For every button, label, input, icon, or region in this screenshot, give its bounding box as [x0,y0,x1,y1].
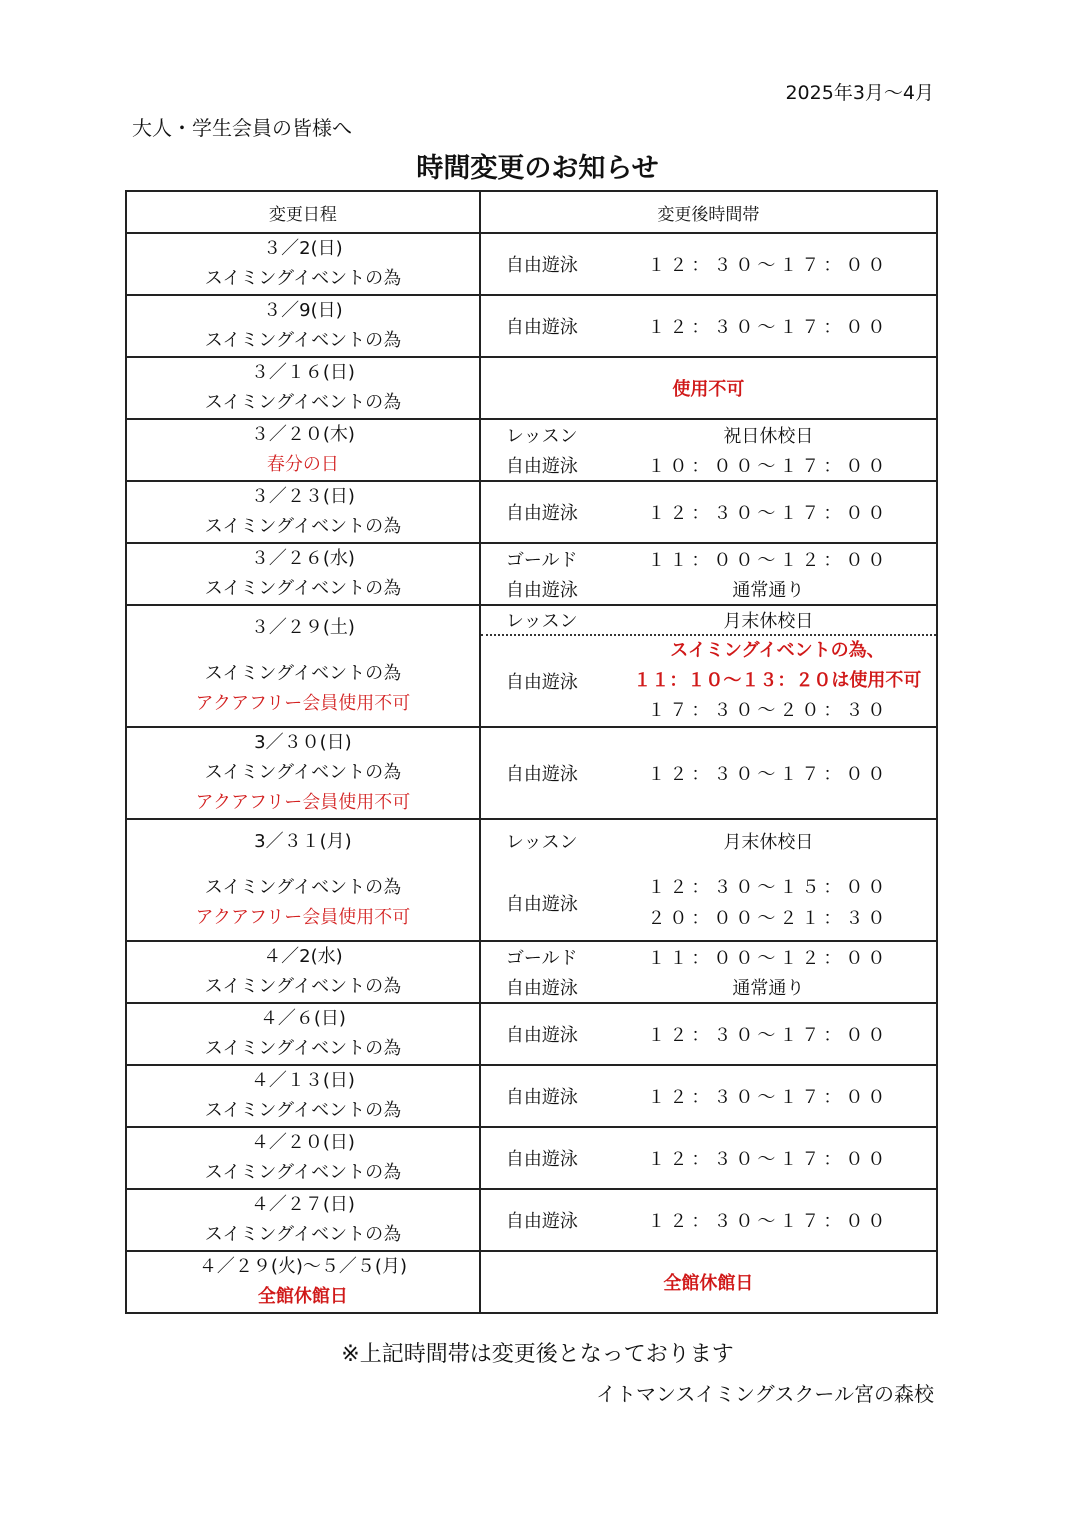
free-swim-label: 自由遊泳 [505,1087,578,1108]
time-cell [480,481,937,543]
free-swim-time: １０：００～１７：００ [647,456,890,477]
time-cell [480,357,937,419]
date-cell [126,1189,480,1251]
row-reason: スイミングイベントの為 [204,1038,402,1059]
free-swim-label: 自由遊泳 [505,317,578,338]
row-reason: スイミングイベントの為 [204,516,402,537]
row-date: ４／１３(日) [250,1070,355,1091]
row-date: ４／２９(火)～５／５(月) [198,1256,407,1277]
row-reason: スイミングイベントの為 [204,268,402,289]
table-row [126,941,937,1003]
gold-label: ゴールド [505,550,578,571]
table-row [126,233,937,295]
date-cell [126,1003,480,1065]
date-cell [126,819,480,941]
page-title: 時間変更のお知らせ [416,153,659,184]
time-cell [480,1003,937,1065]
row-date: ３／9(日) [263,300,343,321]
free-swim-time-2: ２０：００～２１：３０ [647,908,890,929]
time-cell [480,605,937,727]
row-date: 3／３１(月) [254,831,352,852]
date-cell [126,941,480,1003]
table-row [126,727,937,819]
free-swim-time: １２：３０～１７：００ [647,1211,890,1232]
table-row [126,295,937,357]
date-cell [126,605,480,727]
free-swim-label: 自由遊泳 [505,978,578,999]
free-swim-label: 自由遊泳 [505,894,578,915]
notice-period: 2025年3月～4月 [785,82,934,104]
lesson-label: レッスン [505,611,578,632]
row-reason: スイミングイベントの為 [204,1162,402,1183]
lesson-label: レッスン [505,832,578,853]
aqua-free-notice: アクアフリー会員使用不可 [195,907,411,928]
date-cell [126,727,480,819]
row-date: ４／2(水) [263,946,343,967]
time-cell [480,1065,937,1127]
table-row [126,605,937,727]
table-row [126,1251,937,1313]
time-cell [480,233,937,295]
time-cell [480,1189,937,1251]
lesson-value: 祝日休校日 [723,426,814,447]
time-cell [480,419,937,481]
row-date: ３／２０(木) [250,424,355,445]
date-cell [126,481,480,543]
aqua-free-notice: アクアフリー会員使用不可 [195,792,411,813]
row-reason: スイミングイベントの為 [204,578,402,599]
free-swim-label: 自由遊泳 [505,580,578,601]
row-date: ４／６(日) [259,1008,346,1029]
addressee: 大人・学生会員の皆様へ [132,116,352,140]
table-row [126,419,937,481]
table-header-row [126,191,937,233]
row-reason: スイミングイベントの為 [204,392,402,413]
table-row [126,819,937,941]
gold-time: １１：００～１２：００ [647,550,890,571]
aqua-free-notice: アクアフリー会員使用不可 [195,693,411,714]
row-date: ３／2(日) [263,238,343,259]
row-reason: 春分の日 [266,454,339,475]
date-cell [126,543,480,605]
time-cell [480,1127,937,1189]
free-swim-label: 自由遊泳 [505,1025,578,1046]
free-swim-time: １２：３０～１７：００ [647,503,890,524]
date-cell [126,295,480,357]
free-swim-time: １２：３０～１７：００ [647,1025,890,1046]
row-date: ３／１６(日) [250,362,355,383]
time-cell [480,543,937,605]
lesson-label: レッスン [505,426,578,447]
free-swim-label: 自由遊泳 [505,503,578,524]
time-cell [480,819,937,941]
free-swim-label: 自由遊泳 [505,1211,578,1232]
date-cell [126,1127,480,1189]
free-swim-value: 通常通り [732,978,805,999]
row-reason: スイミングイベントの為 [204,762,402,783]
row-date: ４／２７(日) [250,1194,355,1215]
closed-notice: 全館休館日 [663,1273,754,1294]
free-swim-time: １２：３０～１７：００ [647,255,890,276]
table-row [126,357,937,419]
free-swim-time: １２：３０～１７：００ [647,317,890,338]
unavailable-notice: 使用不可 [672,379,745,400]
warning-line-1: スイミングイベントの為、 [670,640,885,661]
free-swim-time: １７：３０～２０：３０ [647,700,890,721]
header-time: 変更後時間帯 [480,191,937,233]
warning-line-2: １１：１０～１３：２０は使用不可 [633,670,922,691]
date-cell [126,419,480,481]
row-date: ３／２６(水) [250,548,355,569]
row-reason: スイミングイベントの為 [204,976,402,997]
table-row [126,1003,937,1065]
free-swim-time: １２：３０～１７：００ [647,1087,890,1108]
time-cell [480,295,937,357]
table-row [126,1065,937,1127]
free-swim-label: 自由遊泳 [505,672,578,693]
free-swim-time: １２：３０～１７：００ [647,764,890,785]
school-name: イトマンスイミングスクール宮の森校 [596,1382,934,1406]
date-cell [126,357,480,419]
header-date: 変更日程 [126,191,480,233]
free-swim-time-1: １２：３０～１５：００ [647,877,890,898]
row-date: ４／２０(日) [250,1132,355,1153]
free-swim-time: １２：３０～１７：００ [647,1149,890,1170]
row-date: 3／３０(日) [254,732,352,753]
time-cell [480,727,937,819]
lesson-value: 月末休校日 [723,611,814,632]
gold-label: ゴールド [505,948,578,969]
row-reason: スイミングイベントの為 [204,1100,402,1121]
date-cell [126,1251,480,1313]
free-swim-label: 自由遊泳 [505,255,578,276]
lesson-value: 月末休校日 [723,832,814,853]
free-swim-value: 通常通り [732,580,805,601]
footnote: ※上記時間帯は変更後となっております [341,1342,734,1367]
date-cell [126,1065,480,1127]
schedule-table [125,190,938,1314]
row-reason: スイミングイベントの為 [204,877,402,898]
row-date: ３／２３(日) [250,486,355,507]
free-swim-label: 自由遊泳 [505,1149,578,1170]
table-row [126,1189,937,1251]
row-reason: スイミングイベントの為 [204,1224,402,1245]
free-swim-label: 自由遊泳 [505,456,578,477]
table-row [126,1127,937,1189]
row-reason: スイミングイベントの為 [204,330,402,351]
gold-time: １１：００～１２：００ [647,948,890,969]
time-cell [480,1251,937,1313]
row-reason: 全館休館日 [257,1286,348,1307]
table-row [126,543,937,605]
time-cell [480,941,937,1003]
date-cell [126,233,480,295]
row-reason: スイミングイベントの為 [204,663,402,684]
row-date: ３／２９(土) [250,617,355,638]
table-row [126,481,937,543]
free-swim-label: 自由遊泳 [505,764,578,785]
